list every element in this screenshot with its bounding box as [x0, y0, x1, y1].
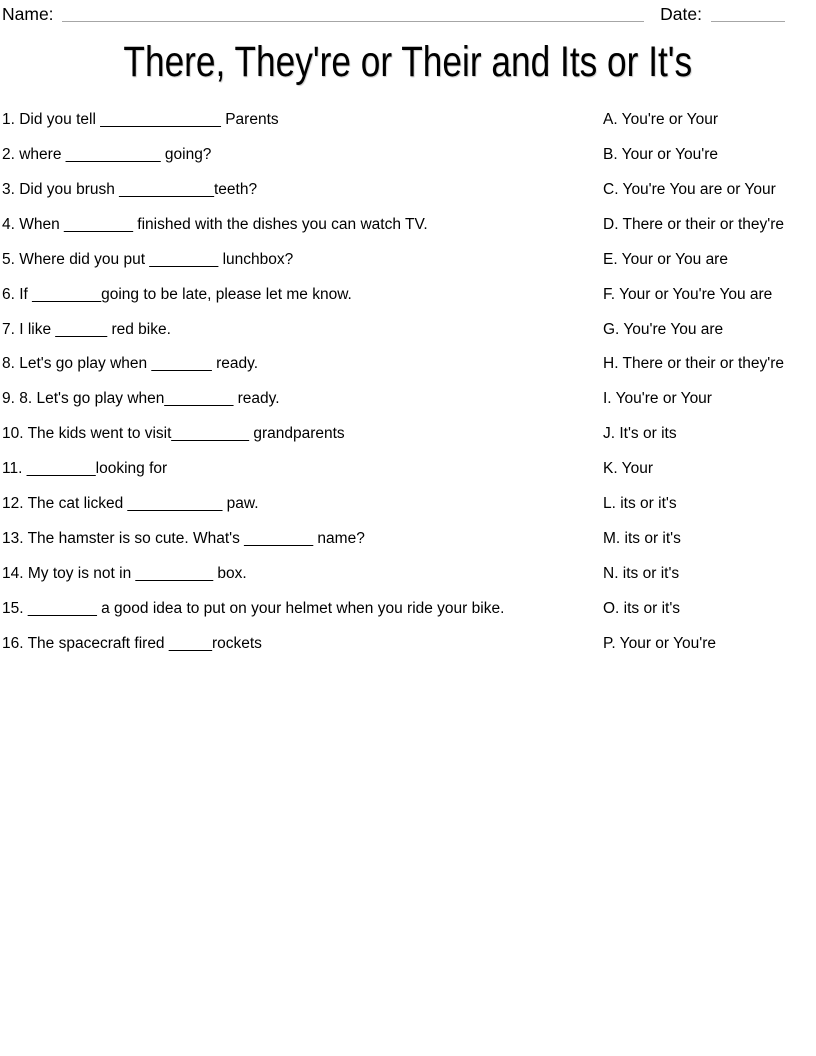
worksheet-row	[0, 389, 816, 424]
question-text: 14. My toy is not in _________ box.	[2, 564, 247, 582]
answer-option-text: K. Your	[603, 460, 653, 478]
question-text: 10. The kids went to visit_________ grandparents	[2, 425, 345, 443]
question-text: 13. The hamster is so cute. What's ________ name?	[2, 529, 365, 547]
question-text: 16. The spacecraft fired _____rockets	[2, 634, 262, 652]
question-text: 6. If ________going to be late, please let me know.	[2, 285, 352, 303]
question-text: 9. 8. Let's go play when________ ready.	[2, 390, 280, 408]
worksheet-row	[0, 494, 816, 529]
worksheet-row	[0, 599, 816, 634]
answer-option-text: E. Your or You are	[603, 250, 728, 268]
question-text: 2. where ___________ going?	[2, 146, 212, 164]
question-text: 7. I like ______ red bike.	[2, 320, 171, 338]
worksheet-row	[0, 215, 816, 250]
worksheet-row	[0, 529, 816, 564]
name-label: Name:	[2, 4, 54, 24]
question-answer-list	[0, 110, 816, 668]
answer-option-text: C. You're You are or Your	[603, 180, 776, 198]
page-title-text: There, They're or Their and Its or It's	[123, 38, 693, 86]
question-text: 11. ________looking for	[2, 460, 168, 478]
page-title	[0, 38, 816, 86]
answer-option-text: P. Your or You're	[603, 634, 717, 652]
answer-option-text: D. There or their or they're	[603, 215, 784, 233]
worksheet-row	[0, 250, 816, 285]
worksheet-row	[0, 564, 816, 599]
worksheet-row	[0, 424, 816, 459]
answer-option-text: F. Your or You're You are	[603, 285, 773, 303]
date-label: Date:	[660, 4, 702, 24]
answer-option-text: A. You're or Your	[603, 111, 719, 129]
worksheet-row	[0, 145, 816, 180]
worksheet-row	[0, 459, 816, 494]
question-text: 4. When ________ finished with the dishes you can watch TV.	[2, 215, 428, 233]
question-text: 1. Did you tell ______________ Parents	[2, 111, 279, 129]
answer-option-text: O. its or it's	[603, 599, 681, 617]
answer-option-text: N. its or it's	[603, 564, 680, 582]
worksheet-row	[0, 285, 816, 320]
answer-option-text: L. its or it's	[603, 494, 677, 512]
answer-option-text: G. You're You are	[603, 320, 724, 338]
question-text: 3. Did you brush ___________teeth?	[2, 180, 258, 198]
worksheet-row	[0, 320, 816, 355]
question-text: 15. ________ a good idea to put on your helmet when you ride your bike.	[2, 599, 505, 617]
header	[0, 0, 816, 25]
question-text: 8. Let's go play when _______ ready.	[2, 355, 259, 373]
answer-option-text: J. It's or its	[603, 425, 677, 443]
worksheet-row	[0, 634, 816, 669]
worksheet-row	[0, 110, 816, 145]
worksheet-row	[0, 180, 816, 215]
answer-option-text: M. its or it's	[603, 529, 681, 547]
question-text: 12. The cat licked ___________ paw.	[2, 494, 259, 512]
date-blank-line	[711, 4, 785, 22]
question-text: 5. Where did you put ________ lunchbox?	[2, 250, 294, 268]
answer-option-text: H. There or their or they're	[603, 355, 784, 373]
name-blank-line	[62, 4, 645, 22]
answer-option-text: I. You're or Your	[603, 390, 712, 408]
worksheet-row	[0, 354, 816, 389]
answer-option-text: B. Your or You're	[603, 146, 719, 164]
